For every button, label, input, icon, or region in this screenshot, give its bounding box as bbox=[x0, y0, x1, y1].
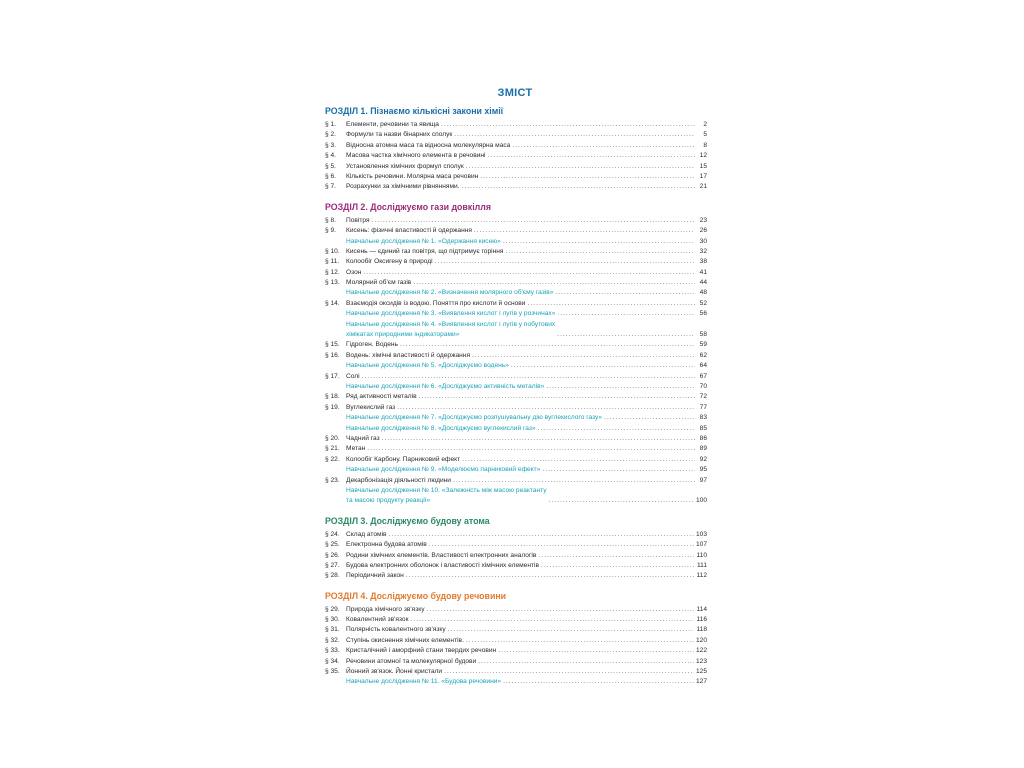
page-number: 103 bbox=[695, 530, 707, 538]
entry-title: Природа хімічного зв'язку bbox=[346, 605, 425, 613]
page-number: 52 bbox=[699, 299, 707, 307]
section-heading[interactable]: РОЗДІЛ 3. Досліджуємо будову атома bbox=[325, 515, 490, 526]
lab-entry[interactable] bbox=[323, 465, 707, 475]
entry-title: Ступінь окиснення хімічних елементів. bbox=[346, 636, 464, 644]
paragraph-number: § 24. bbox=[325, 530, 340, 538]
dot-leader bbox=[503, 677, 694, 687]
toc-entry[interactable] bbox=[323, 444, 707, 454]
dot-leader bbox=[503, 237, 695, 247]
entry-title-line: та масою продукту реакції» bbox=[346, 497, 431, 505]
paragraph-number: § 22. bbox=[325, 455, 340, 463]
toc-entry[interactable] bbox=[323, 434, 707, 444]
dot-leader bbox=[555, 288, 695, 298]
entry-title bbox=[346, 320, 555, 341]
toc-entry[interactable] bbox=[323, 120, 707, 130]
entry-title: Навчальне дослідження № 5. «Досліджуємо водень» bbox=[346, 362, 509, 370]
paragraph-number: § 1. bbox=[325, 121, 336, 128]
entry-title-line: Навчальне дослідження № 4. «Виявлення кислот і лугів у побутових bbox=[346, 320, 556, 328]
dot-leader bbox=[444, 667, 694, 677]
page-number: 100 bbox=[695, 497, 707, 505]
dot-leader bbox=[542, 465, 695, 475]
page-number: 21 bbox=[699, 183, 707, 191]
paragraph-number: § 21. bbox=[325, 445, 340, 453]
dot-leader bbox=[400, 340, 695, 350]
entry-title: Кисень — єдиний газ повітря, що підтримує горіння bbox=[346, 247, 504, 255]
entry-title: Ковалентний зв'язок bbox=[346, 616, 409, 624]
dot-leader bbox=[511, 361, 695, 371]
dot-leader bbox=[448, 625, 695, 635]
toc-section bbox=[323, 590, 707, 688]
entry-title: Відносна атомна маса та відносна молекулярна маса bbox=[346, 141, 511, 149]
lab-entry[interactable] bbox=[323, 320, 707, 341]
toc-entry[interactable] bbox=[323, 278, 707, 288]
page-number: 112 bbox=[696, 572, 707, 580]
dot-leader bbox=[541, 561, 695, 571]
entry-title: Солі bbox=[346, 372, 360, 380]
entry-title-line: хімікатах природними індикаторами» bbox=[346, 331, 460, 339]
lab-entry[interactable] bbox=[323, 361, 707, 371]
page-number: 77 bbox=[699, 403, 707, 411]
page-number: 92 bbox=[699, 455, 707, 463]
paragraph-number: § 20. bbox=[325, 434, 340, 442]
entry-title: Навчальне дослідження № 11. «Будова речовини» bbox=[346, 678, 502, 686]
toc-entry[interactable] bbox=[323, 625, 707, 635]
entry-title: Навчальне дослідження № 3. «Виявлення кислот і лугів у розчинах» bbox=[346, 310, 556, 318]
section-heading[interactable]: РОЗДІЛ 2. Досліджуємо гази довкілля bbox=[325, 201, 491, 212]
page-number: 48 bbox=[699, 289, 707, 297]
page-number: 41 bbox=[699, 268, 707, 276]
entry-title: Електронна будова атомів bbox=[346, 541, 427, 549]
table-of-contents bbox=[323, 86, 707, 688]
toc-entry[interactable] bbox=[323, 455, 707, 465]
page-number: 122 bbox=[695, 647, 707, 655]
entry-title: Ряд активності металів bbox=[346, 393, 417, 401]
page-number: 67 bbox=[699, 372, 707, 380]
toc-entry[interactable] bbox=[323, 561, 707, 571]
dot-leader bbox=[488, 151, 695, 161]
page-number: 32 bbox=[699, 247, 707, 255]
page-number: 30 bbox=[699, 237, 707, 245]
toc-entry[interactable] bbox=[323, 540, 707, 550]
toc-entry[interactable] bbox=[323, 299, 707, 309]
paragraph-number: § 13. bbox=[325, 279, 340, 287]
page-number: 12 bbox=[699, 152, 707, 160]
lab-entry[interactable] bbox=[323, 486, 707, 507]
paragraph-number: § 34. bbox=[325, 657, 340, 665]
paragraph-number: § 12. bbox=[325, 268, 340, 276]
toc-entry[interactable] bbox=[323, 605, 707, 615]
toc-entry[interactable] bbox=[323, 340, 707, 350]
dot-leader bbox=[474, 226, 695, 236]
dot-leader bbox=[389, 530, 694, 540]
entry-title: Масова частка хімічного елемента в речовині bbox=[346, 152, 486, 160]
entry-title: Періодичний закон bbox=[346, 572, 404, 580]
entry-title: Речовини атомної та молекулярної будови bbox=[346, 657, 477, 665]
toc-entry[interactable] bbox=[323, 162, 707, 172]
paragraph-number: § 2. bbox=[325, 131, 336, 139]
paragraph-number: § 25. bbox=[325, 541, 340, 549]
dot-leader bbox=[454, 130, 695, 140]
dot-leader bbox=[413, 278, 695, 288]
toc-entry[interactable] bbox=[323, 151, 707, 161]
paragraph-number: § 5. bbox=[325, 162, 336, 170]
toc-entry[interactable] bbox=[323, 657, 707, 667]
toc-sections bbox=[323, 105, 707, 688]
toc-entry[interactable] bbox=[323, 476, 707, 486]
page-number: 72 bbox=[699, 393, 707, 401]
paragraph-number: § 17. bbox=[325, 372, 340, 380]
paragraph-number: § 35. bbox=[325, 668, 340, 676]
paragraph-number: § 10. bbox=[325, 247, 340, 255]
paragraph-number: § 26. bbox=[325, 551, 340, 559]
page-number: 111 bbox=[696, 561, 707, 569]
toc-entry[interactable] bbox=[323, 392, 707, 402]
toc-entry[interactable] bbox=[323, 403, 707, 413]
toc-entry[interactable] bbox=[323, 646, 707, 656]
paragraph-number: § 18. bbox=[325, 393, 340, 401]
entry-title: Озон bbox=[346, 268, 362, 276]
lab-entry[interactable] bbox=[323, 382, 707, 392]
entry-title-line: Навчальне дослідження № 10. «Залежність між масою реактанту bbox=[346, 486, 547, 494]
entry-title: Вуглекислий газ bbox=[346, 403, 396, 411]
section-heading[interactable]: РОЗДІЛ 1. Пізнаємо кількісні закони хімії bbox=[325, 106, 504, 116]
dot-leader bbox=[466, 162, 695, 172]
dot-leader bbox=[410, 615, 694, 625]
dot-leader bbox=[462, 455, 695, 465]
entry-title: Навчальне дослідження № 1. «Одержання кисню» bbox=[346, 237, 501, 245]
page-number: 56 bbox=[699, 310, 707, 318]
page-number: 5 bbox=[703, 131, 707, 139]
page-number: 58 bbox=[699, 331, 707, 339]
paragraph-number: § 14. bbox=[325, 299, 340, 307]
lab-entry[interactable] bbox=[323, 677, 707, 687]
entry-title bbox=[346, 486, 547, 507]
dot-leader bbox=[462, 182, 695, 192]
dot-leader bbox=[557, 330, 695, 340]
entry-title: Колообіг Оксигену в природі bbox=[346, 258, 433, 266]
lab-entry[interactable] bbox=[323, 413, 707, 423]
entry-title: Чадний газ bbox=[346, 434, 380, 442]
page-number: 125 bbox=[695, 668, 707, 676]
lab-entry[interactable] bbox=[323, 237, 707, 247]
entry-title: Взаємодія оксидів із водою. Поняття про кислоти й основи bbox=[346, 299, 526, 307]
page-number: 118 bbox=[696, 626, 707, 634]
paragraph-number: § 31. bbox=[325, 626, 340, 634]
dot-leader bbox=[538, 551, 694, 561]
entry-title: Кисень: фізичні властивості й одержання bbox=[346, 227, 472, 235]
entry-title: Декарбонізація діяльності людини bbox=[346, 476, 451, 484]
dot-leader bbox=[505, 247, 695, 257]
entry-title: Кристалічний і аморфний стани твердих речовин bbox=[346, 647, 497, 655]
page-number: 120 bbox=[695, 636, 707, 644]
page-number: 110 bbox=[696, 551, 707, 559]
entry-title: Установлення хімічних формул сполук bbox=[346, 162, 464, 170]
dot-leader bbox=[557, 309, 695, 319]
page-number: 15 bbox=[699, 162, 707, 170]
lab-entry[interactable] bbox=[323, 309, 707, 319]
paragraph-number: § 28. bbox=[325, 572, 340, 580]
page-title: ЗМІСТ bbox=[497, 87, 533, 99]
entry-title: Молярний об'єм газів bbox=[346, 279, 412, 287]
dot-leader bbox=[429, 540, 694, 550]
page-number: 97 bbox=[699, 476, 707, 484]
page-number: 62 bbox=[699, 351, 707, 359]
paragraph-number: § 6. bbox=[325, 172, 336, 180]
page-number: 83 bbox=[699, 414, 707, 422]
entry-title: Склад атомів bbox=[346, 530, 387, 538]
entry-title: Йонний зв'язок. Йонні кристали bbox=[346, 668, 443, 676]
lab-entry[interactable] bbox=[323, 288, 707, 298]
page-number: 114 bbox=[696, 605, 707, 613]
entry-title: Колообіг Карбону. Парниковий ефект bbox=[346, 455, 461, 463]
entry-title: Кількість речовини. Молярна маса речовин bbox=[346, 172, 479, 180]
page-number: 17 bbox=[699, 172, 707, 180]
paragraph-number: § 19. bbox=[325, 403, 340, 411]
entry-title: Родини хімічних елементів. Властивості електронних аналогів bbox=[346, 551, 537, 559]
page-number: 26 bbox=[699, 227, 707, 235]
entry-title: Полярність ковалентного зв'язку bbox=[346, 626, 446, 634]
toc-entry[interactable] bbox=[323, 571, 707, 581]
page-number: 8 bbox=[703, 141, 707, 149]
entry-title: Гідроген. Водень bbox=[346, 341, 398, 349]
page-number: 23 bbox=[699, 216, 707, 224]
page-number: 86 bbox=[699, 434, 707, 442]
entry-title: Метан bbox=[346, 445, 366, 453]
page-number: 59 bbox=[699, 341, 707, 349]
entry-title: Навчальне дослідження № 8. «Досліджуємо вуглекислий газ» bbox=[346, 424, 536, 432]
dot-leader bbox=[538, 424, 695, 434]
entry-title: Водень: хімічні властивості й одержання bbox=[346, 351, 471, 359]
page-number: 2 bbox=[703, 121, 707, 128]
paragraph-number: § 30. bbox=[325, 616, 340, 624]
entry-title: Елементи, речовини та явища bbox=[346, 121, 439, 128]
toc-entry[interactable] bbox=[323, 130, 707, 140]
entry-title: Навчальне дослідження № 7. «Досліджуємо розпушувальну дію вуглекислого газу» bbox=[346, 414, 603, 422]
page-number: 44 bbox=[699, 279, 707, 287]
dot-leader bbox=[406, 571, 695, 581]
dot-leader bbox=[512, 141, 695, 151]
lab-entry[interactable] bbox=[323, 424, 707, 434]
entry-title: Навчальне дослідження № 2. «Визначення молярного об'єму газів» bbox=[346, 289, 554, 297]
dot-leader bbox=[397, 403, 695, 413]
paragraph-number: § 8. bbox=[325, 216, 336, 224]
dot-leader bbox=[441, 120, 695, 130]
entry-title: Повітря bbox=[346, 216, 370, 224]
page-number: 127 bbox=[695, 678, 707, 686]
dot-leader bbox=[419, 392, 695, 402]
dot-leader bbox=[382, 434, 695, 444]
dot-leader bbox=[363, 268, 695, 278]
paragraph-number: § 7. bbox=[325, 183, 336, 191]
section-heading[interactable]: РОЗДІЛ 4. Досліджуємо будову речовини bbox=[325, 590, 507, 601]
page-number: 95 bbox=[699, 466, 707, 474]
toc-entry[interactable] bbox=[323, 530, 707, 540]
toc-section bbox=[323, 105, 707, 193]
paragraph-number: § 27. bbox=[325, 561, 340, 569]
paragraph-number: § 29. bbox=[325, 605, 340, 613]
dot-leader bbox=[528, 299, 696, 309]
toc-section bbox=[323, 201, 707, 507]
toc-entry[interactable] bbox=[323, 268, 707, 278]
paragraph-number: § 9. bbox=[325, 227, 336, 235]
toc-entry[interactable] bbox=[323, 216, 707, 226]
page-number: 70 bbox=[699, 383, 707, 391]
paragraph-number: § 4. bbox=[325, 152, 336, 160]
toc-entry[interactable] bbox=[323, 351, 707, 361]
dot-leader bbox=[472, 351, 695, 361]
paragraph-number: § 11. bbox=[325, 258, 340, 266]
dot-leader bbox=[362, 372, 695, 382]
page-number: 85 bbox=[699, 424, 707, 432]
dot-leader bbox=[372, 216, 695, 226]
toc-entry[interactable] bbox=[323, 615, 707, 625]
toc-entry[interactable] bbox=[323, 226, 707, 236]
dot-leader bbox=[435, 257, 695, 267]
toc-entry[interactable] bbox=[323, 551, 707, 561]
toc-entry[interactable] bbox=[323, 372, 707, 382]
page-number: 107 bbox=[695, 541, 707, 549]
page-number: 116 bbox=[696, 616, 707, 624]
page-number: 89 bbox=[699, 445, 707, 453]
dot-leader bbox=[546, 382, 695, 392]
dot-leader bbox=[367, 444, 695, 454]
dot-leader bbox=[604, 413, 695, 423]
dot-leader bbox=[480, 172, 695, 182]
toc-entry[interactable] bbox=[323, 141, 707, 151]
paragraph-number: § 16. bbox=[325, 351, 340, 359]
paragraph-number: § 15. bbox=[325, 341, 340, 349]
paragraph-number: § 3. bbox=[325, 141, 336, 149]
entry-title: Формули та назви бінарних сполук bbox=[346, 131, 453, 139]
dot-leader bbox=[549, 496, 694, 506]
page-number: 38 bbox=[699, 258, 707, 266]
entry-title: Будова електронних оболонок і властивості хімічних елементів bbox=[346, 561, 539, 569]
paragraph-number: § 32. bbox=[325, 636, 340, 644]
entry-title: Навчальне дослідження № 9. «Моделюємо парниковий ефект» bbox=[346, 466, 541, 474]
toc-entry[interactable] bbox=[323, 172, 707, 182]
dot-leader bbox=[498, 646, 694, 656]
page-number: 123 bbox=[695, 657, 707, 665]
dot-leader bbox=[466, 636, 694, 646]
toc-entry[interactable] bbox=[323, 257, 707, 267]
dot-leader bbox=[453, 476, 695, 486]
toc-entry[interactable] bbox=[323, 667, 707, 677]
dot-leader bbox=[427, 605, 695, 615]
paragraph-number: § 23. bbox=[325, 476, 340, 484]
toc-section bbox=[323, 515, 707, 582]
toc-entry[interactable] bbox=[323, 636, 707, 646]
toc-entry[interactable] bbox=[323, 247, 707, 257]
page-number: 64 bbox=[699, 362, 707, 370]
entry-title: Розрахунки за хімічними рівняннями. bbox=[346, 183, 460, 191]
entry-title: Навчальне дослідження № 6. «Досліджуємо активність металів» bbox=[346, 383, 545, 391]
toc-entry[interactable] bbox=[323, 182, 707, 192]
dot-leader bbox=[478, 657, 694, 667]
paragraph-number: § 33. bbox=[325, 647, 340, 655]
